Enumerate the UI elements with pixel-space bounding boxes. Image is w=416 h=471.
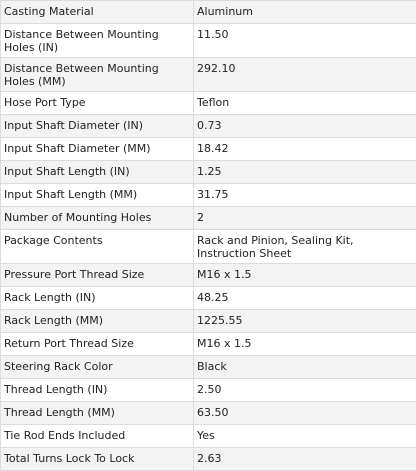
spec-row	[1, 184, 416, 207]
spec-value: 11.50	[194, 24, 416, 58]
spec-label: Total Turns Lock To Lock	[1, 448, 194, 471]
spec-value: 0.73	[194, 115, 416, 138]
spec-label: Distance Between Mounting Holes (IN)	[1, 24, 194, 58]
spec-label: Package Contents	[1, 230, 194, 264]
spec-label: Number of Mounting Holes	[1, 207, 194, 230]
spec-label: Tie Rod Ends Included	[1, 425, 194, 448]
spec-label: Casting Material	[1, 1, 194, 24]
spec-label: Input Shaft Diameter (IN)	[1, 115, 194, 138]
spec-row	[1, 115, 416, 138]
spec-value: 2.50	[194, 379, 416, 402]
spec-value: 48.25	[194, 287, 416, 310]
spec-label: Steering Rack Color	[1, 356, 194, 379]
spec-value: Teflon	[194, 92, 416, 115]
spec-label: Distance Between Mounting Holes (MM)	[1, 58, 194, 92]
spec-row	[1, 264, 416, 287]
specifications-table-body	[1, 1, 416, 471]
spec-row	[1, 138, 416, 161]
spec-row	[1, 161, 416, 184]
spec-label: Input Shaft Length (MM)	[1, 184, 194, 207]
spec-value: M16 x 1.5	[194, 264, 416, 287]
spec-value: Yes	[194, 425, 416, 448]
spec-row	[1, 356, 416, 379]
spec-value: 2	[194, 207, 416, 230]
spec-row	[1, 92, 416, 115]
spec-value: 1225.55	[194, 310, 416, 333]
spec-label: Hose Port Type	[1, 92, 194, 115]
spec-value: M16 x 1.5	[194, 333, 416, 356]
spec-label: Rack Length (IN)	[1, 287, 194, 310]
spec-label: Return Port Thread Size	[1, 333, 194, 356]
spec-row	[1, 1, 416, 24]
spec-label: Input Shaft Length (IN)	[1, 161, 194, 184]
spec-row	[1, 230, 416, 264]
spec-row	[1, 379, 416, 402]
spec-row	[1, 425, 416, 448]
spec-row	[1, 402, 416, 425]
spec-row	[1, 333, 416, 356]
spec-row	[1, 207, 416, 230]
spec-value: 292.10	[194, 58, 416, 92]
spec-label: Pressure Port Thread Size	[1, 264, 194, 287]
spec-value: 18.42	[194, 138, 416, 161]
spec-value: 63.50	[194, 402, 416, 425]
spec-row	[1, 58, 416, 92]
spec-value: 1.25	[194, 161, 416, 184]
spec-value: Rack and Pinion, Sealing Kit, Instruction Sheet	[194, 230, 416, 264]
spec-label: Thread Length (MM)	[1, 402, 194, 425]
spec-value: Black	[194, 356, 416, 379]
spec-value: 31.75	[194, 184, 416, 207]
spec-row	[1, 287, 416, 310]
spec-label: Input Shaft Diameter (MM)	[1, 138, 194, 161]
spec-value: 2.63	[194, 448, 416, 471]
spec-row	[1, 310, 416, 333]
spec-label: Rack Length (MM)	[1, 310, 194, 333]
spec-row	[1, 24, 416, 58]
spec-value: Aluminum	[194, 1, 416, 24]
spec-row	[1, 448, 416, 471]
spec-label: Thread Length (IN)	[1, 379, 194, 402]
